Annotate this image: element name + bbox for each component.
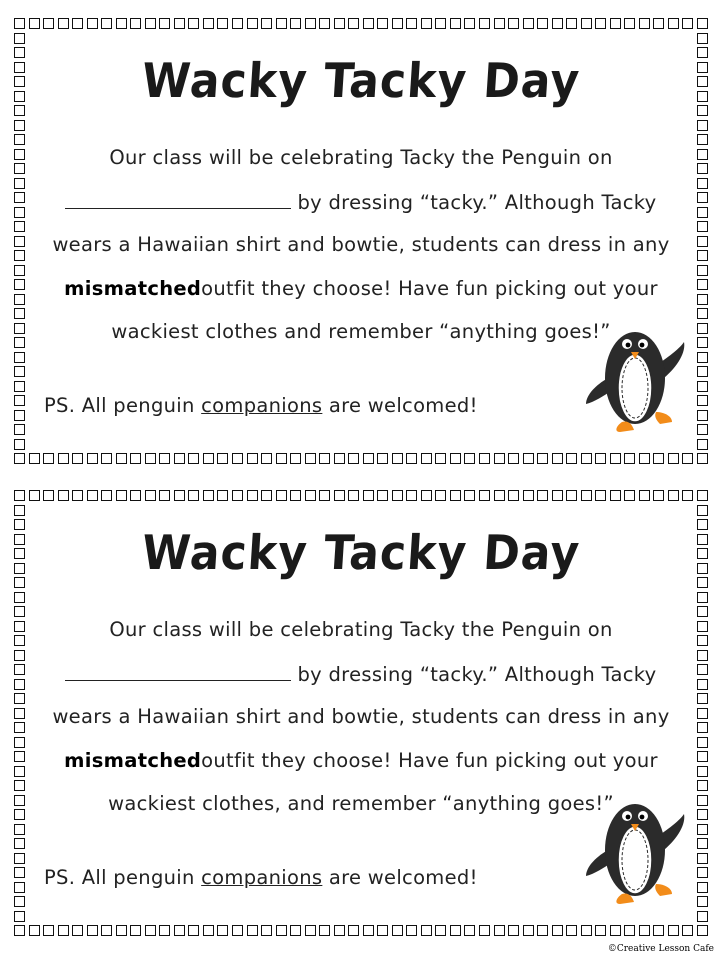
- note-line-2-text: by dressing “tacky.” Although Tacky: [297, 663, 657, 686]
- mismatched-word: mismatched: [64, 749, 202, 772]
- date-blank: [65, 662, 291, 681]
- ps-line: [44, 866, 478, 889]
- note-line-2: [14, 190, 708, 214]
- note-title: Wacky Tacky Day: [140, 525, 582, 582]
- note-line-1: Our class will be celebrating Tacky the Penguin on: [109, 618, 613, 641]
- ps-prefix: PS. All penguin: [44, 866, 202, 889]
- note-line-3: wears a Hawaiian shirt and bowtie, students can dress in any: [52, 233, 670, 256]
- note-line-5: wackiest clothes, and remember “anything goes!”: [108, 792, 614, 815]
- penguin-illustration: [580, 316, 690, 436]
- note-card-bottom: [14, 490, 708, 936]
- note-line-4: [14, 277, 708, 300]
- companions-word: companions: [201, 866, 323, 889]
- copyright-text: ©Creative Lesson Cafe: [607, 944, 714, 954]
- note-line-5: wackiest clothes and remember “anything goes!”: [111, 320, 611, 343]
- mismatched-word: mismatched: [64, 277, 202, 300]
- ps-line: [44, 394, 478, 417]
- note-line-3: wears a Hawaiian shirt and bowtie, students can dress in any: [52, 705, 670, 728]
- ps-suffix: are welcomed!: [322, 394, 478, 417]
- ps-suffix: are welcomed!: [322, 866, 478, 889]
- note-line-1: Our class will be celebrating Tacky the Penguin on: [109, 146, 613, 169]
- note-title: Wacky Tacky Day: [140, 53, 582, 110]
- note-line-4: [14, 749, 708, 772]
- companions-word: companions: [201, 394, 323, 417]
- note-line-4-text: outfit they choose! Have fun picking out your: [201, 749, 658, 772]
- date-blank: [65, 190, 291, 209]
- note-card-top: [14, 18, 708, 464]
- ps-prefix: PS. All penguin: [44, 394, 202, 417]
- note-line-2-text: by dressing “tacky.” Although Tacky: [297, 191, 657, 214]
- penguin-illustration: [580, 788, 690, 908]
- note-line-2: [14, 662, 708, 686]
- note-line-4-text: outfit they choose! Have fun picking out your: [201, 277, 658, 300]
